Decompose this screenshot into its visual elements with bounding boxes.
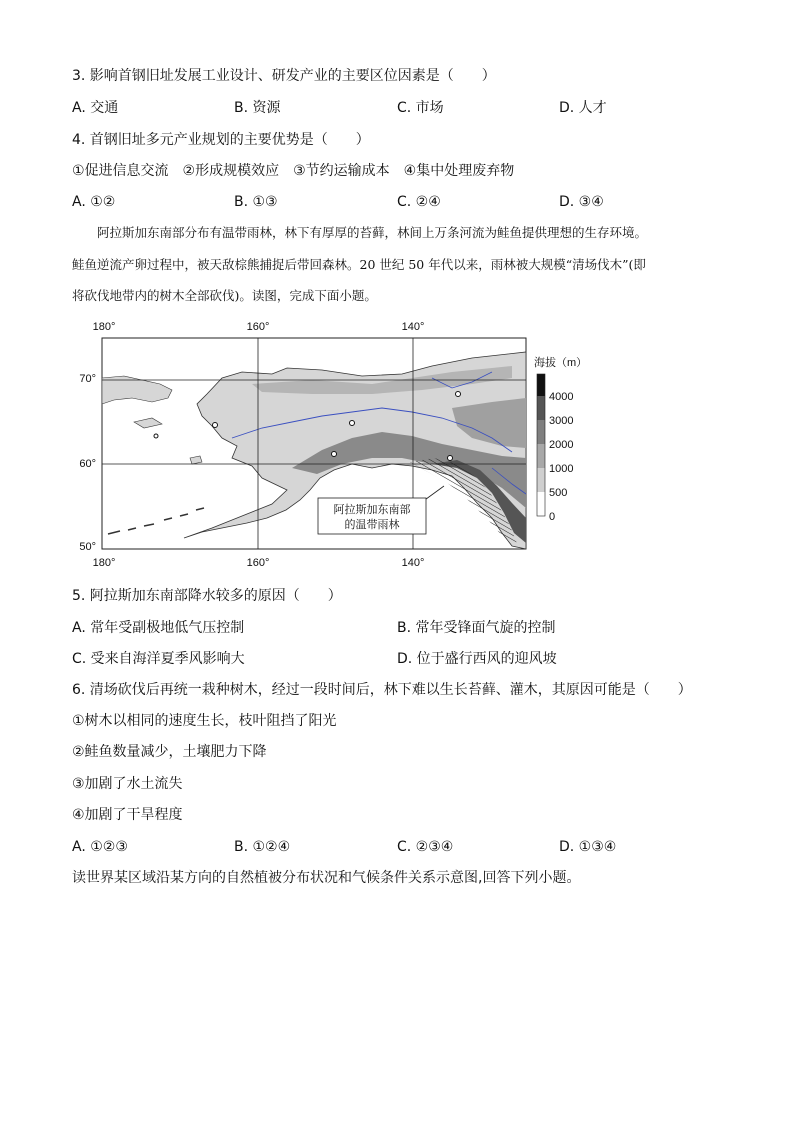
alaska-elevation-map — [72, 318, 592, 570]
q3-option-d: D. 人才 — [559, 100, 607, 116]
lon-label-160-bottom: 160° — [246, 557, 270, 569]
city-marker-4 — [332, 452, 337, 457]
q4-option-b: B. ①③ — [234, 194, 278, 210]
legend-value-3000: 3000 — [549, 415, 574, 427]
q3-stem: 3. 影响首钢旧址发展工业设计、研发产业的主要区位因素是（ ） — [72, 68, 496, 84]
q3-option-b: B. 资源 — [234, 100, 281, 116]
q4-stem: 4. 首钢旧址多元产业规划的主要优势是（ ） — [72, 132, 370, 148]
q4-option-c: C. ②④ — [397, 194, 441, 210]
city-marker-3 — [456, 392, 461, 397]
city-marker-5 — [448, 456, 453, 461]
lon-label-160-top: 160° — [246, 321, 270, 333]
map-frame — [102, 338, 526, 549]
lat-label-50: 50° — [79, 541, 96, 553]
legend-value-500: 500 — [549, 487, 568, 499]
city-marker-1 — [213, 423, 218, 428]
q5-option-b: B. 常年受锋面气旋的控制 — [397, 620, 556, 636]
legend-value-0: 0 — [549, 511, 556, 523]
q6-item-2: ②鲑鱼数量减少，土壤肥力下降 — [72, 744, 267, 760]
q6-item-4: ④加剧了干旱程度 — [72, 807, 183, 823]
next-question-intro: 读世界某区域沿某方向的自然植被分布状况和气候条件关系示意图,回答下列小题。 — [72, 870, 581, 886]
legend-value-1000: 1000 — [549, 463, 574, 475]
q5-stem: 5. 阿拉斯加东南部降水较多的原因（ ） — [72, 588, 342, 604]
callout-line-1: 阿拉斯加东南部 — [333, 504, 411, 516]
lon-label-140-top: 140° — [401, 321, 425, 333]
q3-option-c: C. 市场 — [397, 100, 444, 116]
elevation-legend — [534, 355, 587, 523]
city-marker-6 — [154, 434, 158, 438]
lon-label-140-bottom: 140° — [401, 557, 425, 569]
passage-line-1: 阿拉斯加东南部分布有温带雨林，林下有厚厚的苔藓，林间上万条河流为鲑鱼提供理想的生存环境。 — [72, 225, 648, 240]
q3-option-a: A. 交通 — [72, 100, 119, 116]
q6-item-1: ①树木以相同的速度生长，枝叶阻挡了阳光 — [72, 713, 337, 729]
city-marker-2 — [350, 421, 355, 426]
legend-value-4000: 4000 — [549, 391, 574, 403]
q6-item-3: ③加剧了水土流失 — [72, 776, 183, 792]
lon-label-180-bottom: 180° — [92, 557, 116, 569]
q4-items: ①促进信息交流 ②形成规模效应 ③节约运输成本 ④集中处理废弃物 — [72, 163, 515, 179]
legend-title: 海拔（m） — [534, 357, 588, 369]
callout-line-2: 的温带雨林 — [344, 519, 400, 531]
lat-label-60: 60° — [79, 458, 96, 470]
q5-option-a: A. 常年受副极地低气压控制 — [72, 620, 245, 636]
q6-option-c: C. ②③④ — [397, 839, 454, 855]
q6-stem: 6. 清场砍伐后再统一栽种树木，经过一段时间后，林下难以生长苔藓、灌木，其原因可能是（ ） — [72, 682, 692, 698]
lat-label-70: 70° — [79, 373, 96, 385]
q6-option-a: A. ①②③ — [72, 839, 128, 855]
passage-line-3: 将砍伐地带内的树木全部砍伐)。读图，完成下面小题。 — [72, 288, 377, 303]
q6-option-d: D. ①③④ — [559, 839, 617, 855]
legend-value-2000: 2000 — [549, 439, 574, 451]
q6-option-b: B. ①②④ — [234, 839, 291, 855]
q4-option-d: D. ③④ — [559, 194, 604, 210]
q5-option-d: D. 位于盛行西风的迎风坡 — [397, 651, 557, 667]
passage-line-2: 鲑鱼逆流产卵过程中，被天敌棕熊捕捉后带回森林。20 世纪 50 年代以来，雨林被大规模“清场伐木”(即 — [72, 257, 646, 272]
lon-label-180-top: 180° — [92, 321, 116, 333]
q5-option-c: C. 受来自海洋夏季风影响大 — [72, 651, 245, 667]
q4-option-a: A. ①② — [72, 194, 116, 210]
